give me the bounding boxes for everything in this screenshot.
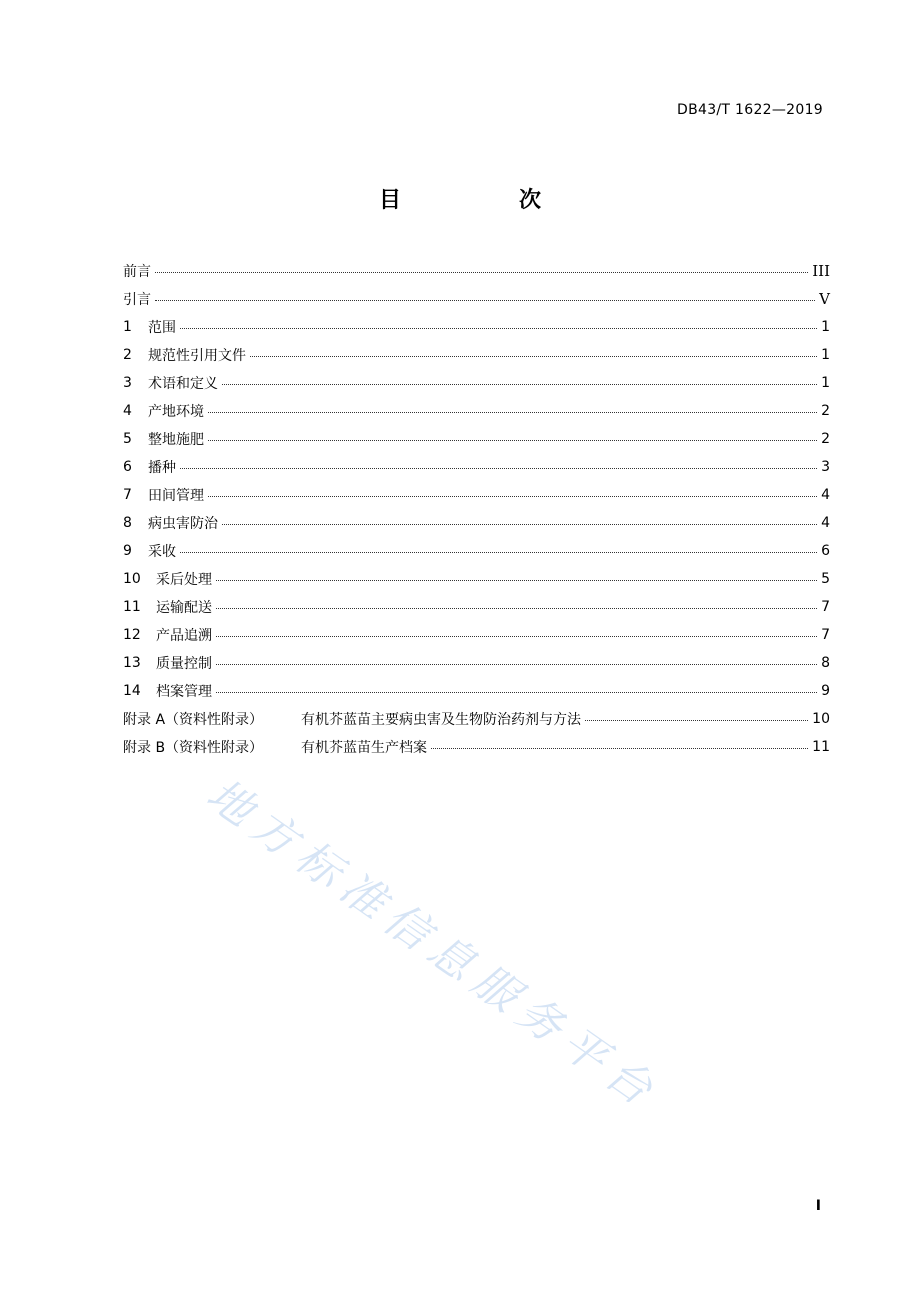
toc-entry-page: 3 [821,459,830,475]
toc-entry[interactable] [123,285,830,313]
toc-entry-page: V [819,290,830,308]
toc-entry-title: 播种 [148,460,176,476]
toc-dot-leader [180,552,817,553]
toc-entry-title: 采收 [148,544,176,560]
toc-dot-leader [208,496,817,497]
toc-entry-title: 有机芥蓝苗主要病虫害及生物防治药剂与方法 [301,712,581,728]
toc-entry-number: 14 [123,683,141,699]
toc-dot-leader [585,720,808,721]
toc-entry[interactable] [123,257,830,285]
toc-entry-number: 6 [123,459,132,475]
toc-entry-page: 2 [821,431,830,447]
toc-entry[interactable] [123,649,830,677]
toc-entry-number: 13 [123,655,141,671]
toc-entry[interactable] [123,369,830,397]
toc-entry[interactable] [123,733,830,761]
toc-entry[interactable] [123,453,830,481]
toc-entry-title: 引言 [123,292,151,308]
toc-entry-page: 1 [821,375,830,391]
toc-entry[interactable] [123,705,830,733]
toc-dot-leader [180,328,817,329]
toc-dot-leader [250,356,817,357]
toc-entry-title: 档案管理 [156,684,212,700]
toc-entry-number: 9 [123,543,132,559]
toc-entry-number: 2 [123,347,132,363]
standard-code: DB43/T 1622—2019 [677,102,823,118]
watermark: 地方标准信息服务平台 [197,769,670,1121]
toc-entry-page: 4 [821,515,830,531]
toc-entry-title: 产地环境 [148,404,204,420]
toc-entry-page: 7 [821,599,830,615]
toc-dot-leader [208,412,817,413]
toc-entry[interactable] [123,565,830,593]
toc-entry-number: 7 [123,487,132,503]
toc-entry-title: 有机芥蓝苗生产档案 [301,740,427,756]
toc-entry-number: 11 [123,599,141,615]
toc-entry-number: 5 [123,431,132,447]
toc-entry-title: 术语和定义 [148,376,218,392]
toc-entry[interactable] [123,677,830,705]
toc-entry-page: 11 [812,739,830,755]
toc-entry[interactable] [123,341,830,369]
toc-dot-leader [155,272,808,273]
toc-dot-leader [216,692,817,693]
toc-entry-title: 病虫害防治 [148,516,218,532]
toc-entry-number: 10 [123,571,141,587]
toc-entry-page: 2 [821,403,830,419]
toc-entry[interactable] [123,621,830,649]
toc-dot-leader [222,524,817,525]
toc-entry-title: 田间管理 [148,488,204,504]
toc-entry-number: 8 [123,515,132,531]
toc-entry-page: 6 [821,543,830,559]
toc-entry[interactable] [123,593,830,621]
toc-dot-leader [222,384,817,385]
toc-dot-leader [216,664,817,665]
toc-dot-leader [208,440,817,441]
toc-entry-number: 附录 B（资料性附录） [123,740,264,756]
toc-entry-title: 产品追溯 [156,628,212,644]
toc-dot-leader [180,468,817,469]
toc-entry-number: 3 [123,375,132,391]
toc-dot-leader [155,300,815,301]
toc-entry-title: 范围 [148,320,176,336]
toc-dot-leader [216,580,817,581]
toc-entry-page: 10 [812,711,830,727]
toc-entry-title: 运输配送 [156,600,212,616]
toc-dot-leader [216,608,817,609]
toc-entry-title: 采后处理 [156,572,212,588]
toc-entry-page: 4 [821,487,830,503]
toc-entry-page: 7 [821,627,830,643]
toc-entry-number: 4 [123,403,132,419]
page-number: I [815,1198,821,1214]
toc-entry-page: 5 [821,571,830,587]
toc-entry[interactable] [123,509,830,537]
toc-dot-leader [431,748,808,749]
toc-entry-page: 1 [821,319,830,335]
toc-entry-page: 9 [821,683,830,699]
toc-entry-page: III [812,262,830,280]
toc-entry-page: 8 [821,655,830,671]
toc-entry-title: 规范性引用文件 [148,348,246,364]
toc-title: 目 次 [378,188,589,213]
toc-entry-number: 12 [123,627,141,643]
toc-entry[interactable] [123,481,830,509]
toc-entry-page: 1 [821,347,830,363]
toc-entry-number: 1 [123,319,132,335]
toc-entry[interactable] [123,425,830,453]
toc-dot-leader [216,636,817,637]
toc-entry[interactable] [123,313,830,341]
toc-entry-title: 前言 [123,264,151,280]
toc-list [123,257,830,761]
toc-entry-title: 质量控制 [156,656,212,672]
toc-entry[interactable] [123,537,830,565]
toc-entry[interactable] [123,397,830,425]
toc-entry-number: 附录 A（资料性附录） [123,712,264,728]
toc-entry-title: 整地施肥 [148,432,204,448]
